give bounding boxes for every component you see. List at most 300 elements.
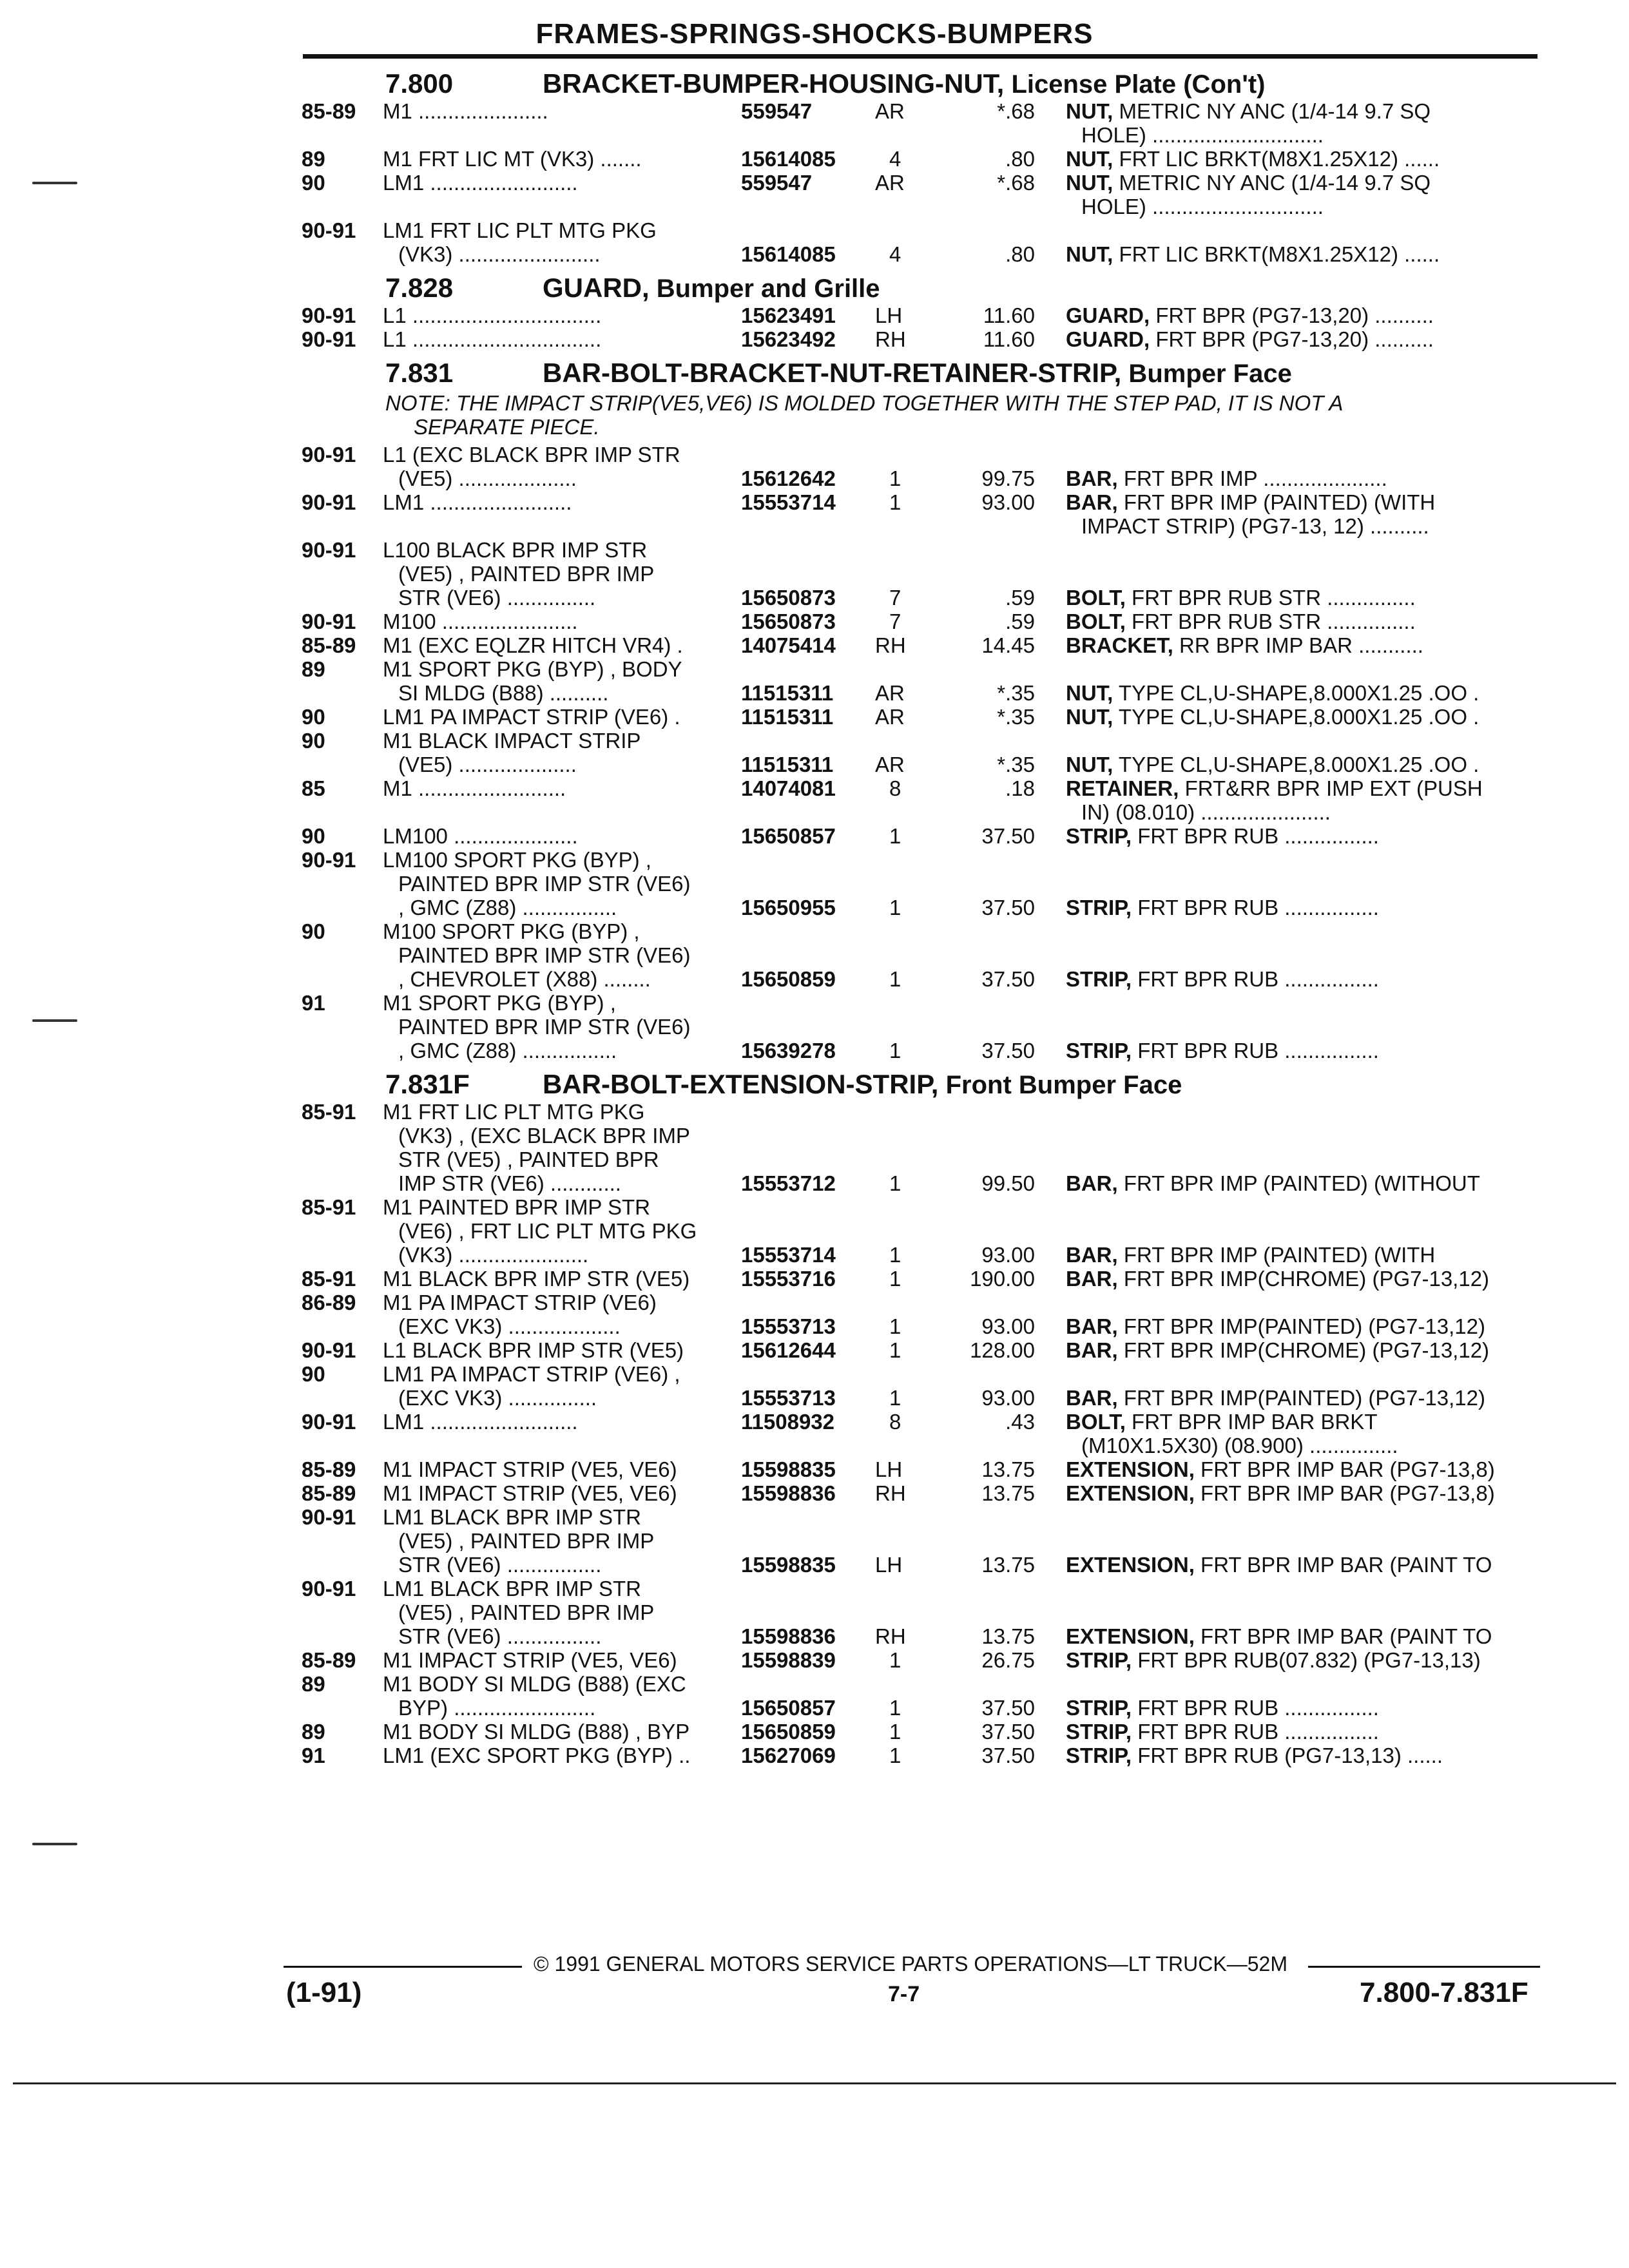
catalog-row-line xyxy=(0,1195,1629,1219)
description-text: STRIP, FRT BPR RUB ................ xyxy=(1066,824,1379,848)
part-description xyxy=(1066,1720,1536,1744)
part-number: 15614085 xyxy=(741,242,836,266)
model-text: , CHEVROLET (X88) ........ xyxy=(398,967,651,991)
model-text: M1 SPORT PKG (BYP) , BODY xyxy=(383,657,682,681)
part-number: 15612644 xyxy=(741,1338,836,1362)
model-application xyxy=(383,562,731,586)
part-number: 15650873 xyxy=(741,586,836,610)
catalog-row-line xyxy=(0,705,1629,729)
catalog-row-line xyxy=(0,1600,1629,1624)
description-keyword: BAR, xyxy=(1066,1171,1118,1195)
description-text: BOLT, FRT BPR RUB STR ............... xyxy=(1066,586,1416,610)
model-text: M100 SPORT PKG (BYP) , xyxy=(383,919,640,943)
model-text: LM1 ......................... xyxy=(383,1410,578,1434)
model-text: M1 BLACK BPR IMP STR (VE5) xyxy=(383,1267,690,1291)
part-number: 15650873 xyxy=(741,610,836,633)
description-keyword: NUT, xyxy=(1066,99,1113,123)
model-year: 91 xyxy=(302,991,325,1015)
section-title-main: BRACKET-BUMPER-HOUSING-NUT, xyxy=(543,68,1005,99)
model-text: (VE5) .................... xyxy=(398,466,577,490)
section-number: 7.831 xyxy=(385,358,454,388)
model-text: M1 ......................... xyxy=(383,776,566,800)
part-description xyxy=(1066,705,1536,729)
description-keyword: BAR, xyxy=(1066,1386,1118,1410)
model-text: M1 PA IMPACT STRIP (VE6) xyxy=(383,1291,657,1314)
quantity: AR xyxy=(875,753,905,776)
catalog-row-line xyxy=(0,195,1629,218)
model-text: L1 (EXC BLACK BPR IMP STR xyxy=(383,443,680,466)
part-description xyxy=(1066,610,1536,633)
model-text: M100 ....................... xyxy=(383,610,578,633)
quantity: 1 xyxy=(889,1696,901,1720)
catalog-row-line xyxy=(0,586,1629,610)
catalog-row-line xyxy=(0,1481,1629,1505)
catalog-row-line xyxy=(0,753,1629,776)
catalog-row-line xyxy=(0,99,1629,123)
section-title-sub: License Plate (Con't) xyxy=(1004,70,1266,99)
model-application xyxy=(383,1219,731,1243)
section-title xyxy=(543,273,880,303)
model-year: 90 xyxy=(302,705,325,729)
model-application xyxy=(383,171,731,195)
catalog-row-line xyxy=(0,1267,1629,1291)
catalog-row xyxy=(0,633,1629,657)
section-title xyxy=(543,1069,1182,1100)
part-description xyxy=(1066,1410,1536,1434)
model-application xyxy=(383,1553,731,1577)
part-number: 15598836 xyxy=(741,1624,836,1648)
model-text: LM1 ........................ xyxy=(383,490,572,514)
price: *.35 xyxy=(997,681,1035,705)
price: 13.75 xyxy=(981,1457,1035,1481)
part-number: 15553713 xyxy=(741,1314,836,1338)
section-note xyxy=(0,389,1416,443)
catalog-row-line xyxy=(0,919,1629,943)
model-application xyxy=(383,1672,731,1696)
description-keyword: STRIP, xyxy=(1066,1039,1132,1062)
catalog-row xyxy=(0,729,1629,776)
model-year: 89 xyxy=(302,1672,325,1696)
description-text: NUT, FRT LIC BRKT(M8X1.25X12) ...... xyxy=(1066,147,1440,171)
description-text: (M10X1.5X30) (08.900) ............... xyxy=(1081,1434,1398,1457)
description-keyword: EXTENSION, xyxy=(1066,1624,1195,1648)
description-text: BOLT, FRT BPR IMP BAR BRKT xyxy=(1066,1410,1378,1434)
model-application xyxy=(383,991,731,1015)
footer-copyright: © 1991 GENERAL MOTORS SERVICE PARTS OPERATIONS—LT TRUCK—52M xyxy=(534,1952,1287,1975)
catalog-row-line xyxy=(0,1039,1629,1062)
part-description xyxy=(1066,514,1536,538)
model-application xyxy=(383,753,731,776)
model-text: M1 IMPACT STRIP (VE5, VE6) xyxy=(383,1481,677,1505)
description-keyword: BRACKET, xyxy=(1066,633,1173,657)
model-application xyxy=(383,896,731,919)
section-number: 7.831F xyxy=(385,1069,470,1099)
model-year: 85-89 xyxy=(302,1457,356,1481)
part-description xyxy=(1066,1267,1536,1291)
description-text: NUT, FRT LIC BRKT(M8X1.25X12) ...... xyxy=(1066,242,1440,266)
description-keyword: NUT, xyxy=(1066,242,1113,266)
model-year: 85-91 xyxy=(302,1195,356,1219)
model-year: 90-91 xyxy=(302,1338,356,1362)
description-text: NUT, METRIC NY ANC (1/4-14 9.7 SQ xyxy=(1066,99,1431,123)
catalog-row xyxy=(0,538,1629,610)
catalog-row-line xyxy=(0,538,1629,562)
model-year: 91 xyxy=(302,1744,325,1767)
model-text: LM100 ..................... xyxy=(383,824,578,848)
part-number: 15650857 xyxy=(741,824,836,848)
footer-rule-left xyxy=(284,1966,522,1968)
part-number: 15614085 xyxy=(741,147,836,171)
catalog-row-line xyxy=(0,967,1629,991)
model-text: (VK3) , (EXC BLACK BPR IMP xyxy=(398,1124,690,1148)
quantity: 1 xyxy=(889,1314,901,1338)
model-text: M1 BODY SI MLDG (B88) , BYP xyxy=(383,1720,690,1744)
catalog-row xyxy=(0,776,1629,824)
part-number: 15553712 xyxy=(741,1171,836,1195)
description-text: BRACKET, RR BPR IMP BAR ........... xyxy=(1066,633,1423,657)
catalog-row-line xyxy=(0,1362,1629,1386)
catalog-row xyxy=(0,1457,1629,1481)
description-text: HOLE) ............................. xyxy=(1081,123,1324,147)
catalog-row-line xyxy=(0,1291,1629,1314)
model-year: 89 xyxy=(302,657,325,681)
quantity: LH xyxy=(875,1553,903,1577)
catalog-row-line xyxy=(0,1314,1629,1338)
part-number: 15623492 xyxy=(741,327,836,351)
footer-date-code: (1-91) xyxy=(286,1977,362,2008)
model-application xyxy=(383,681,731,705)
catalog-row xyxy=(0,1648,1629,1672)
model-application xyxy=(383,99,731,123)
section-title-sub: Front Bumper Face xyxy=(938,1071,1182,1099)
note-line: SEPARATE PIECE. xyxy=(414,415,600,439)
model-application xyxy=(383,242,731,266)
catalog-row-line xyxy=(0,681,1629,705)
part-description xyxy=(1066,1457,1536,1481)
catalog-row-line xyxy=(0,327,1629,351)
description-text: BAR, FRT BPR IMP (PAINTED) (WITH xyxy=(1066,1243,1436,1267)
part-description xyxy=(1066,99,1536,123)
quantity: AR xyxy=(875,99,905,123)
quantity: 1 xyxy=(889,1171,901,1195)
quantity: 4 xyxy=(889,242,901,266)
part-description xyxy=(1066,1696,1536,1720)
part-description xyxy=(1066,753,1536,776)
part-description xyxy=(1066,1744,1536,1767)
catalog-row-line xyxy=(0,242,1629,266)
catalog-row-line xyxy=(0,1386,1629,1410)
catalog-row xyxy=(0,848,1629,919)
catalog-row-line xyxy=(0,776,1629,800)
description-keyword: EXTENSION, xyxy=(1066,1553,1195,1577)
catalog-row-line xyxy=(0,991,1629,1015)
section-heading xyxy=(0,62,1629,99)
catalog-row-line xyxy=(0,657,1629,681)
model-application xyxy=(383,538,731,562)
part-number: 559547 xyxy=(741,99,813,123)
catalog-row xyxy=(0,303,1629,327)
part-description xyxy=(1066,490,1536,514)
section-title-sub: Bumper and Grille xyxy=(649,274,880,303)
part-description xyxy=(1066,633,1536,657)
model-text: LM1 PA IMPACT STRIP (VE6) , xyxy=(383,1362,680,1386)
quantity: 1 xyxy=(889,1720,901,1744)
model-year: 90-91 xyxy=(302,1505,356,1529)
model-application xyxy=(383,1720,731,1744)
model-year: 90-91 xyxy=(302,443,356,466)
catalog-row xyxy=(0,1410,1629,1457)
part-number: 15553714 xyxy=(741,1243,836,1267)
description-text: EXTENSION, FRT BPR IMP BAR (PAINT TO xyxy=(1066,1624,1492,1648)
model-year: 90 xyxy=(302,729,325,753)
note-line: NOTE: THE IMPACT STRIP(VE5,VE6) IS MOLDED TOGETHER WITH THE STEP PAD, IT IS NOT A xyxy=(385,391,1344,415)
price: 11.60 xyxy=(983,303,1035,327)
catalog-row xyxy=(0,1267,1629,1291)
page-title: FRAMES-SPRINGS-SHOCKS-BUMPERS xyxy=(535,18,1094,50)
model-application xyxy=(383,1505,731,1529)
catalog-row-line xyxy=(0,848,1629,872)
part-number: 15553713 xyxy=(741,1386,836,1410)
model-text: (VK3) ...................... xyxy=(398,1243,589,1267)
catalog-row-line xyxy=(0,1553,1629,1577)
section-title-main: BAR-BOLT-EXTENSION-STRIP, xyxy=(543,1069,939,1099)
model-year: 90-91 xyxy=(302,327,356,351)
footer-section-range: 7.800-7.831F xyxy=(1360,1977,1528,2008)
price: 37.50 xyxy=(981,1744,1035,1767)
catalog-row-line xyxy=(0,123,1629,147)
description-text: STRIP, FRT BPR RUB ................ xyxy=(1066,1720,1379,1744)
model-application xyxy=(383,1100,731,1124)
catalog-row-line xyxy=(0,824,1629,848)
description-text: EXTENSION, FRT BPR IMP BAR (PG7-13,8) xyxy=(1066,1457,1495,1481)
model-year: 90-91 xyxy=(302,610,356,633)
model-application xyxy=(383,466,731,490)
part-description xyxy=(1066,1314,1536,1338)
model-text: (VE5) .................... xyxy=(398,753,577,776)
model-application xyxy=(383,1410,731,1434)
model-application xyxy=(383,1148,731,1171)
description-text: BAR, FRT BPR IMP ..................... xyxy=(1066,466,1387,490)
part-description xyxy=(1066,303,1536,327)
catalog-row xyxy=(0,919,1629,991)
model-text: L1 BLACK BPR IMP STR (VE5) xyxy=(383,1338,684,1362)
model-application xyxy=(383,848,731,872)
catalog-row-line xyxy=(0,1720,1629,1744)
description-keyword: NUT, xyxy=(1066,753,1113,776)
model-text: PAINTED BPR IMP STR (VE6) xyxy=(398,872,691,896)
description-text: NUT, TYPE CL,U-SHAPE,8.000X1.25 .OO . xyxy=(1066,705,1480,729)
catalog-row-line xyxy=(0,1624,1629,1648)
description-text: EXTENSION, FRT BPR IMP BAR (PAINT TO xyxy=(1066,1553,1492,1577)
model-text: PAINTED BPR IMP STR (VE6) xyxy=(398,943,691,967)
catalog-row-line xyxy=(0,729,1629,753)
section-title-main: BAR-BOLT-BRACKET-NUT-RETAINER-STRIP, xyxy=(543,358,1122,388)
model-application xyxy=(383,943,731,967)
part-number: 15598835 xyxy=(741,1457,836,1481)
model-application xyxy=(383,147,731,171)
model-application xyxy=(383,490,731,514)
part-number: 15627069 xyxy=(741,1744,836,1767)
catalog-row xyxy=(0,327,1629,351)
model-application xyxy=(383,1338,731,1362)
model-year: 85 xyxy=(302,776,325,800)
model-year: 90-91 xyxy=(302,538,356,562)
description-text: GUARD, FRT BPR (PG7-13,20) .......... xyxy=(1066,327,1434,351)
part-description xyxy=(1066,242,1536,266)
part-number: 15553714 xyxy=(741,490,836,514)
model-application xyxy=(383,443,731,466)
model-application xyxy=(383,1481,731,1505)
part-number: 15612642 xyxy=(741,466,836,490)
section-number: 7.800 xyxy=(385,68,454,99)
description-keyword: BAR, xyxy=(1066,1338,1118,1362)
catalog-row xyxy=(0,218,1629,266)
catalog-row-line xyxy=(0,303,1629,327)
description-text: NUT, METRIC NY ANC (1/4-14 9.7 SQ xyxy=(1066,171,1431,195)
price: 99.75 xyxy=(981,466,1035,490)
model-application xyxy=(383,1195,731,1219)
part-number: 15650859 xyxy=(741,967,836,991)
model-year: 89 xyxy=(302,147,325,171)
description-keyword: GUARD, xyxy=(1066,303,1150,327)
footer-page-number: 7-7 xyxy=(888,1982,920,2006)
quantity: 1 xyxy=(889,1039,901,1062)
model-text: LM1 PA IMPACT STRIP (VE6) . xyxy=(383,705,680,729)
model-text: (VE6) , FRT LIC PLT MTG PKG xyxy=(398,1219,697,1243)
description-keyword: STRIP, xyxy=(1066,1720,1132,1744)
model-text: (VE5) , PAINTED BPR IMP xyxy=(398,1529,655,1553)
model-year: 90-91 xyxy=(302,490,356,514)
quantity: AR xyxy=(875,681,905,705)
part-number: 15598839 xyxy=(741,1648,836,1672)
catalog-row-line xyxy=(0,1577,1629,1600)
model-year: 90 xyxy=(302,1362,325,1386)
price: 13.75 xyxy=(981,1553,1035,1577)
quantity: RH xyxy=(875,633,906,657)
model-application xyxy=(383,1529,731,1553)
part-number: 15639278 xyxy=(741,1039,836,1062)
quantity: 1 xyxy=(889,1267,901,1291)
model-application xyxy=(383,633,731,657)
price: 128.00 xyxy=(970,1338,1035,1362)
catalog-row xyxy=(0,147,1629,171)
description-keyword: EXTENSION, xyxy=(1066,1457,1195,1481)
description-keyword: BAR, xyxy=(1066,1243,1118,1267)
model-application xyxy=(383,1015,731,1039)
section-number: 7.828 xyxy=(385,273,454,303)
description-text: EXTENSION, FRT BPR IMP BAR (PG7-13,8) xyxy=(1066,1481,1495,1505)
catalog-row xyxy=(0,1338,1629,1362)
model-text: M1 FRT LIC PLT MTG PKG xyxy=(383,1100,645,1124)
catalog-row xyxy=(0,1362,1629,1410)
model-text: BYP) ........................ xyxy=(398,1696,596,1720)
catalog-row xyxy=(0,610,1629,633)
model-application xyxy=(383,1124,731,1148)
model-year: 90-91 xyxy=(302,1577,356,1600)
model-application xyxy=(383,1600,731,1624)
catalog-row-line xyxy=(0,1457,1629,1481)
description-text: STRIP, FRT BPR RUB ................ xyxy=(1066,896,1379,919)
description-text: IN) (08.010) ...................... xyxy=(1081,800,1331,824)
catalog-row-line xyxy=(0,1672,1629,1696)
model-text: L1 ................................ xyxy=(383,327,602,351)
model-application xyxy=(383,729,731,753)
model-year: 90-91 xyxy=(302,303,356,327)
model-application xyxy=(383,872,731,896)
model-text: LM1 BLACK BPR IMP STR xyxy=(383,1577,642,1600)
description-text: IMPACT STRIP) (PG7-13, 12) .......... xyxy=(1081,514,1429,538)
model-application xyxy=(383,1039,731,1062)
description-text: STRIP, FRT BPR RUB ................ xyxy=(1066,1039,1379,1062)
description-keyword: EXTENSION, xyxy=(1066,1481,1195,1505)
model-text: (VK3) ........................ xyxy=(398,242,601,266)
quantity: 7 xyxy=(889,586,901,610)
catalog-row-line xyxy=(0,1410,1629,1434)
model-application xyxy=(383,1696,731,1720)
quantity: 4 xyxy=(889,147,901,171)
price: 11.60 xyxy=(983,327,1035,351)
model-application xyxy=(383,1457,731,1481)
model-application xyxy=(383,1171,731,1195)
description-keyword: NUT, xyxy=(1066,171,1113,195)
title-rule xyxy=(303,54,1537,59)
parts-catalog-list xyxy=(0,62,1629,1767)
part-description xyxy=(1066,1338,1536,1362)
model-application xyxy=(383,705,731,729)
catalog-row-line xyxy=(0,1100,1629,1124)
catalog-row-line xyxy=(0,490,1629,514)
part-description xyxy=(1066,195,1536,218)
part-number: 15650955 xyxy=(741,896,836,919)
footer-rule-right xyxy=(1308,1966,1540,1968)
part-description xyxy=(1066,1171,1536,1195)
part-number: 15650859 xyxy=(741,1720,836,1744)
description-keyword: BOLT, xyxy=(1066,1410,1126,1434)
quantity: 8 xyxy=(889,776,901,800)
part-description xyxy=(1066,1481,1536,1505)
price: 37.50 xyxy=(981,967,1035,991)
part-description xyxy=(1066,1648,1536,1672)
catalog-row xyxy=(0,705,1629,729)
quantity: 7 xyxy=(889,610,901,633)
model-text: LM1 BLACK BPR IMP STR xyxy=(383,1505,642,1529)
model-text: LM1 (EXC SPORT PKG (BYP) .. xyxy=(383,1744,691,1767)
model-application xyxy=(383,1577,731,1600)
section-title xyxy=(543,68,1265,99)
model-text: SI MLDG (B88) .......... xyxy=(398,681,609,705)
part-description xyxy=(1066,171,1536,195)
model-text: L100 BLACK BPR IMP STR xyxy=(383,538,648,562)
model-text: M1 FRT LIC MT (VK3) ....... xyxy=(383,147,642,171)
model-text: (VE5) , PAINTED BPR IMP xyxy=(398,562,655,586)
model-year: 89 xyxy=(302,1720,325,1744)
model-application xyxy=(383,218,731,242)
quantity: 1 xyxy=(889,1744,901,1767)
price: .59 xyxy=(1005,610,1035,633)
model-year: 90-91 xyxy=(302,218,356,242)
part-description xyxy=(1066,1039,1536,1062)
description-keyword: BAR, xyxy=(1066,1314,1118,1338)
description-text: BAR, FRT BPR IMP(CHROME) (PG7-13,12) xyxy=(1066,1338,1490,1362)
section-heading xyxy=(0,1062,1629,1100)
model-application xyxy=(383,1362,731,1386)
catalog-row-line xyxy=(0,1505,1629,1529)
part-number: 11515311 xyxy=(741,681,834,705)
description-keyword: BAR, xyxy=(1066,490,1118,514)
model-text: STR (VE6) ............... xyxy=(398,586,596,610)
description-text: STRIP, FRT BPR RUB ................ xyxy=(1066,967,1379,991)
quantity: AR xyxy=(875,705,905,729)
